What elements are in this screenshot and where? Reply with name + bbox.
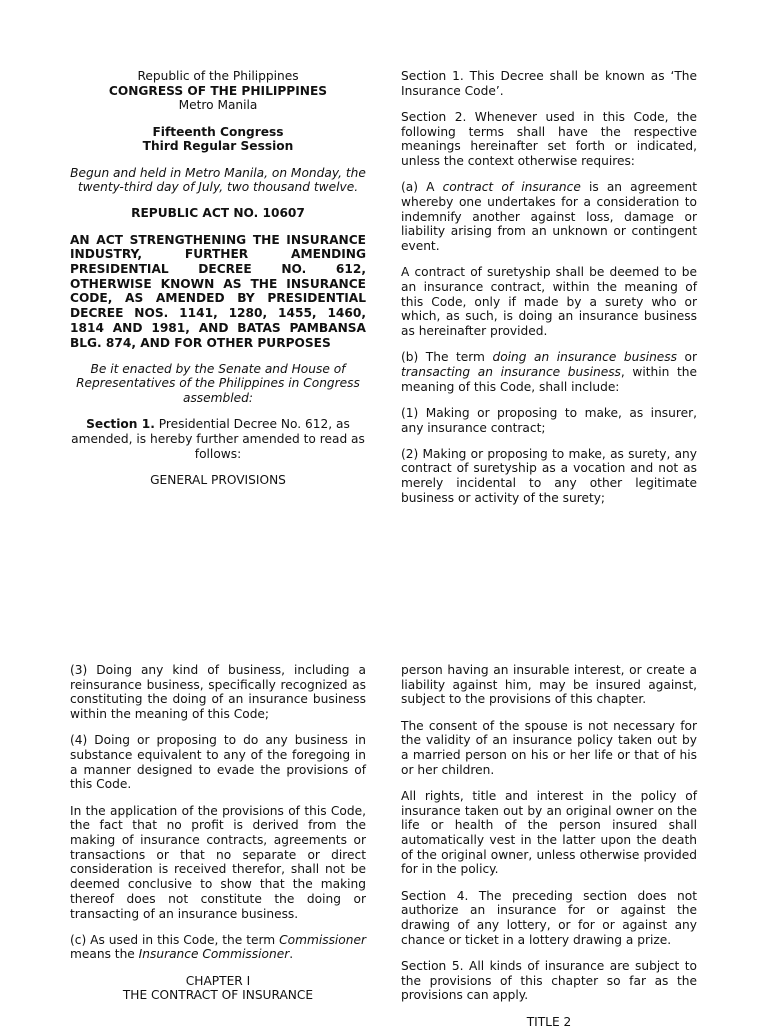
bottom-left-column bbox=[70, 663, 366, 1003]
list-item-1: (1) Making or proposing to make, as insurer, any insurance contract; bbox=[401, 405, 697, 435]
definition-a bbox=[401, 180, 697, 254]
top-left-column bbox=[70, 69, 366, 499]
code-section-2: Section 2. Whenever used in this Code, the following terms shall have the respective meanings hereinafter set forth or indicated, unless the context otherwise requires: bbox=[401, 109, 697, 169]
term-doing-insurance-business: doing an insurance business bbox=[492, 350, 678, 365]
term-insurance-commissioner: Insurance Commissioner bbox=[138, 947, 290, 962]
definition-a-prefix: (a) A bbox=[401, 180, 443, 195]
session-line: Third Regular Session bbox=[142, 139, 294, 154]
definition-c-end: . bbox=[289, 947, 294, 962]
definition-b-or: or bbox=[677, 350, 698, 365]
begun-held: Begun and held in Metro Manila, on Monday, the twenty-third day of July, two thousand twelve. bbox=[70, 165, 366, 195]
enacting-clause: Be it enacted by the Senate and House of Representatives of the Philippines in Congress assembled: bbox=[76, 361, 360, 406]
section-1-text: Presidential Decree No. 612, as amended, is hereby further amended to read as follows: bbox=[71, 417, 365, 461]
act-title: AN ACT STRENGTHENING THE INSURANCE INDUSTRY, FURTHER AMENDING PRESIDENTIAL DECREE NO. 612, OTHERWISE KNOWN AS THE INSURANCE CODE, AS AMENDED BY PRESIDENTIAL DECREE NOS. 1141, 1280, 1455, 1460, 1814 AND 1981, AND BATAS PAMBANSA BLG. 874, AND FOR OTHER PURPOSES bbox=[70, 232, 366, 350]
term-commissioner: Commissioner bbox=[279, 932, 366, 947]
list-item-2: (2) Making or proposing to make, as surety, any contract of suretyship as a vocation and not as merely incidental to any other legitimate business or activity of the surety; bbox=[401, 446, 697, 505]
header-line-1: Republic of the Philippines bbox=[137, 69, 299, 83]
definition-b-text: , within the meaning of this Code, shall include: bbox=[401, 364, 697, 394]
definition-c-prefix: (c) As used in this Code, the term bbox=[70, 932, 280, 947]
chapter-label: CHAPTER I bbox=[185, 973, 251, 988]
bottom-right-column bbox=[401, 663, 697, 1029]
term-contract-of-insurance: contract of insurance bbox=[442, 180, 581, 195]
definition-b bbox=[401, 350, 697, 394]
code-section-4: Section 4. The preceding section does not authorize an insurance for or against the drawing of any lottery, or for or against any chance or ticket in a lottery drawing a prize. bbox=[401, 888, 697, 947]
code-section-1: Section 1. This Decree shall be known as ‘The Insurance Code’. bbox=[401, 69, 697, 98]
section-1-label: Section 1. bbox=[86, 417, 155, 432]
definition-c-means: means the bbox=[70, 947, 139, 962]
general-provisions-heading: GENERAL PROVISIONS bbox=[150, 472, 286, 487]
congress-session bbox=[70, 125, 366, 154]
chapter-title: THE CONTRACT OF INSURANCE bbox=[122, 988, 314, 1003]
suretyship-paragraph: A contract of suretyship shall be deemed to be an insurance contract, within the meaning of this Code, only if made by a surety who or which, as such, is doing an insurance business as hereinafter provided. bbox=[401, 265, 697, 339]
list-item-4: (4) Doing or proposing to do any business in substance equivalent to any of the foregoing in a manner designed to evade the provisions of this Code. bbox=[70, 733, 366, 792]
definition-a-text: is an agreement whereby one undertakes for a consideration to indemnify another against loss, damage or liability arising from an unknown or contingent event. bbox=[401, 180, 697, 254]
chapter-heading bbox=[70, 974, 366, 1003]
header-line-3: Metro Manila bbox=[178, 98, 258, 113]
act-number: REPUBLIC ACT NO. 10607 bbox=[131, 206, 305, 221]
title-2-heading: TITLE 2 bbox=[526, 1014, 572, 1029]
list-item-3: (3) Doing any kind of business, including a reinsurance business, specifically recognized as constituting the doing of an insurance business within the meaning of this Code; bbox=[70, 663, 366, 722]
code-section-5: Section 5. All kinds of insurance are subject to the provisions of this chapter so far as the provisions can apply. bbox=[401, 958, 697, 1003]
republic-header bbox=[70, 69, 366, 113]
spouse-consent-paragraph: The consent of the spouse is not necessary for the validity of an insurance policy taken out by a married person on his or her life or that of his or her children. bbox=[401, 718, 697, 777]
section-1-amendment bbox=[70, 417, 366, 461]
rights-vesting-paragraph: All rights, title and interest in the policy of insurance taken out by an original owner on the life or health of the person insured shall automatically vest in the latter upon the death of the original owner, unless otherwise provided for in the policy. bbox=[401, 788, 697, 877]
congress-line: Fifteenth Congress bbox=[152, 124, 284, 139]
definition-b-prefix: (b) The term bbox=[401, 350, 493, 365]
application-paragraph: In the application of the provisions of this Code, the fact that no profit is derived from the making of insurance contracts, agreements or transactions or that no separate or direct consideration is received therefor, shall not be deemed conclusive to show that the making thereof does not constitute the doing or transacting of an insurance business. bbox=[70, 803, 366, 921]
continued-paragraph: person having an insurable interest, or create a liability against him, may be insured against, subject to the provisions of this chapter. bbox=[401, 663, 697, 707]
term-transacting-insurance-business: transacting an insurance business bbox=[401, 364, 621, 379]
header-line-2: CONGRESS OF THE PHILIPPINES bbox=[108, 83, 328, 98]
top-right-column bbox=[401, 69, 697, 517]
definition-c bbox=[70, 933, 366, 962]
